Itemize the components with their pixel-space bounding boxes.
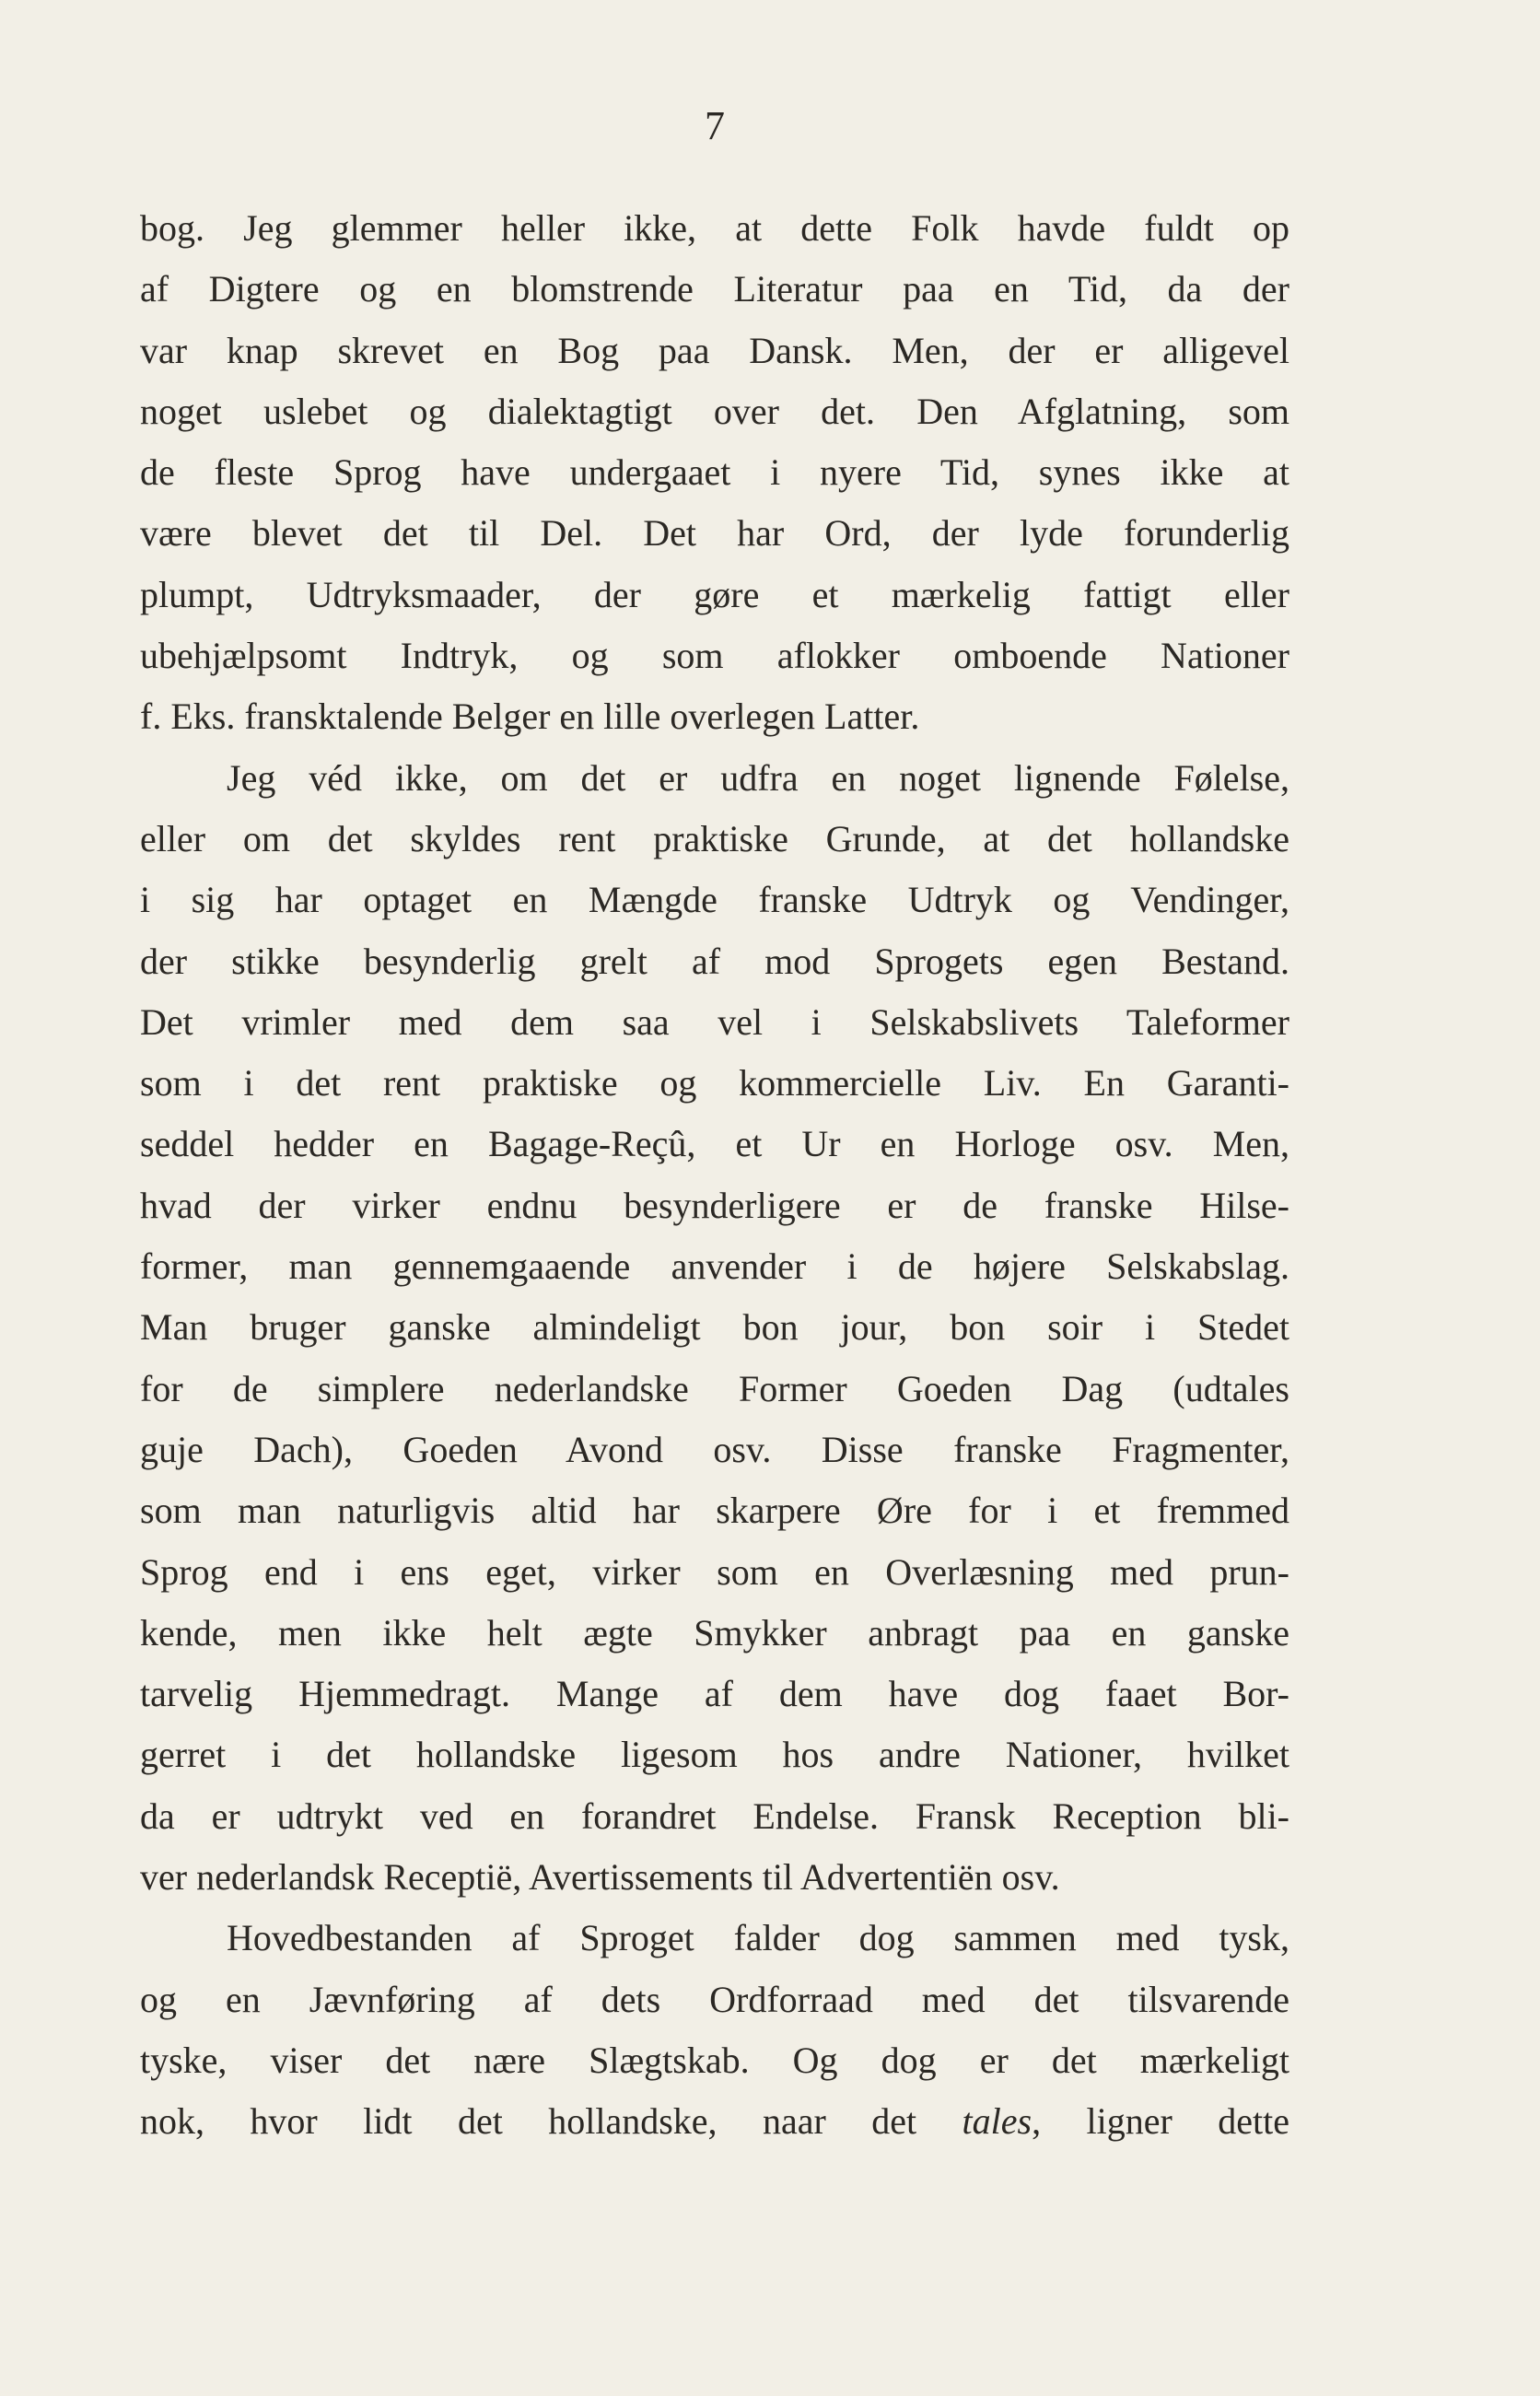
text-line: bog. Jeg glemmer heller ikke, at dette Folk havde fuldt op xyxy=(140,207,1289,249)
text-line: som man naturligvis altid har skarpere Øre for i et fremmed xyxy=(140,1490,1289,1532)
text-line: de fleste Sprog have undergaaet i nyere Tid, synes ikke at xyxy=(140,451,1289,494)
text-line: for de simplere nederlandske Former Goeden Dag (udtales xyxy=(140,1367,1289,1409)
text-line: gerret i det hollandske ligesom hos andre Nationer, hvilket xyxy=(140,1734,1289,1776)
text-line: f. Eks. fransktalende Belger en lille overlegen Latter. xyxy=(140,695,920,738)
text-line: der stikke besynderlig grelt af mod Sprogets egen Bestand. xyxy=(140,940,1289,982)
text-line: var knap skrevet en Bog paa Dansk. Men, der er alligevel xyxy=(140,329,1289,371)
text-line-final xyxy=(140,2091,1289,2152)
text-line: ver nederlandsk Receptië, Avertissements til Advertentiën osv. xyxy=(140,1856,1060,1899)
text-line: eller om det skyldes rent praktiske Grunde, at det hollandske xyxy=(140,817,1289,859)
text-line: former, man gennemgaaende anvender i de højere Selskabslag. xyxy=(140,1245,1289,1288)
text-line: hvad der virker endnu besynderligere er de franske Hilse- xyxy=(140,1184,1289,1226)
text-line: som i det rent praktiske og kommercielle Liv. En Garanti- xyxy=(140,1062,1289,1104)
text-line: plumpt, Udtryksmaader, der gøre et mærkelig fattigt eller xyxy=(140,573,1289,615)
text-run: nok, hvor lidt det hollandske, naar det xyxy=(140,2100,962,2143)
body-text xyxy=(140,198,1289,2153)
paragraph-1 xyxy=(140,198,1289,748)
text-line: tarvelig Hjemmedragt. Mange af dem have dog faaet Bor- xyxy=(140,1673,1289,1715)
text-run: , ligner dette xyxy=(1032,2100,1289,2143)
paragraph-2 xyxy=(140,748,1289,1909)
text-line: i sig har optaget en Mængde franske Udtryk og Vendinger, xyxy=(140,879,1289,921)
text-line: af Digtere og en blomstrende Literatur paa en Tid, da der xyxy=(140,268,1289,310)
page-number: 7 xyxy=(705,103,725,148)
text-line: Det vrimler med dem saa vel i Selskabslivets Taleformer xyxy=(140,1000,1289,1043)
paragraph-3 xyxy=(140,1908,1289,2152)
text-line: Man bruger ganske almindeligt bon jour, bon soir i Stedet xyxy=(140,1306,1289,1349)
italic-word: tales xyxy=(962,2100,1032,2143)
text-line: noget uslebet og dialektagtigt over det. Den Afglatning, som xyxy=(140,390,1289,432)
text-line: kende, men ikke helt ægte Smykker anbragt paa en ganske xyxy=(140,1611,1289,1654)
text-line: seddel hedder en Bagage-Reçû, et Ur en Horloge osv. Men, xyxy=(140,1123,1289,1165)
text-line: Jeg véd ikke, om det er udfra en noget lignende Følelse, xyxy=(227,756,1289,799)
text-line: guje Dach), Goeden Avond osv. Disse franske Fragmenter, xyxy=(140,1428,1289,1470)
text-line: tyske, viser det nære Slægtskab. Og dog er det mærkeligt xyxy=(140,2039,1289,2081)
text-line: Hovedbestanden af Sproget falder dog sammen med tysk, xyxy=(227,1917,1289,1959)
text-line: og en Jævnføring af dets Ordforraad med det tilsvarende xyxy=(140,1978,1289,2020)
text-line: da er udtrykt ved en forandret Endelse. Fransk Reception bli- xyxy=(140,1794,1289,1837)
text-line: ubehjælpsomt Indtryk, og som aflokker omboende Nationer xyxy=(140,635,1289,677)
text-line: være blevet det til Del. Det har Ord, der lyde forunderlig xyxy=(140,512,1289,555)
text-line: Sprog end i ens eget, virker som en Overlæsning med prun- xyxy=(140,1550,1289,1593)
